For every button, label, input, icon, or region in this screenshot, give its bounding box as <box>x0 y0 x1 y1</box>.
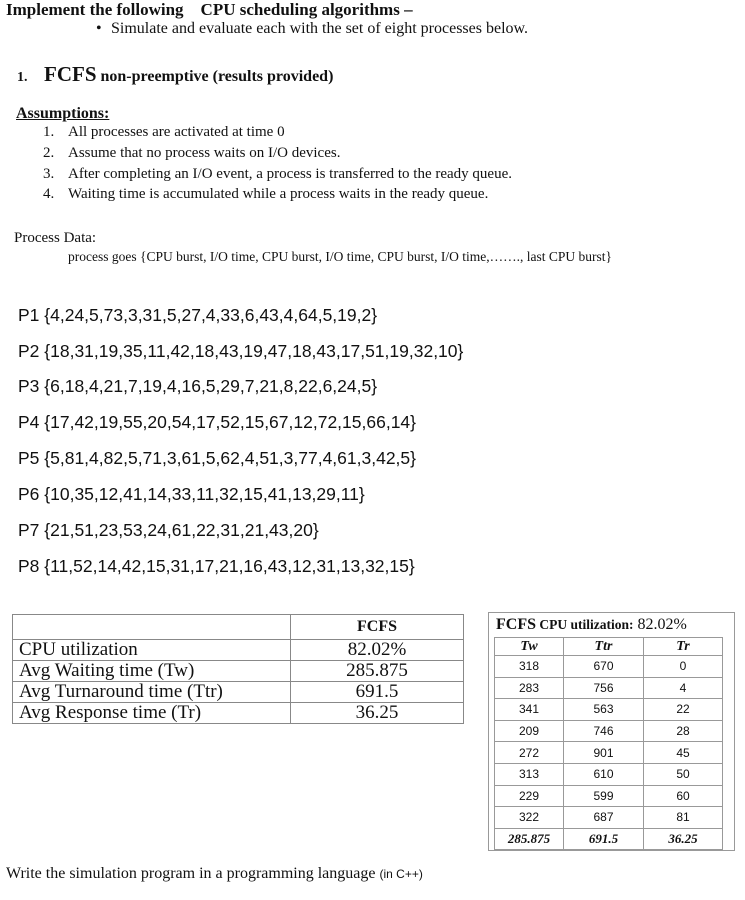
footer-instruction <box>6 865 423 883</box>
detail-header-tr: Tr <box>644 638 723 656</box>
detail-header-ttr: Ttr <box>564 638 644 656</box>
section-title-rest: non-preemptive (results provided) <box>96 68 334 85</box>
detail-cell-tw: 341 <box>495 699 564 721</box>
process-line-p1: P1 {4,24,5,73,3,31,5,27,4,33,6,43,4,64,5,19,2} <box>18 305 378 325</box>
results-row-value: 691.5 <box>291 682 464 703</box>
detail-row <box>495 807 723 829</box>
assumption-item: All processes are activated at time 0 <box>68 124 285 140</box>
detail-row <box>495 742 723 764</box>
results-row <box>13 703 464 724</box>
results-row-label: Avg Response time (Tr) <box>13 703 291 724</box>
assignment-heading: Implement the following CPU scheduling algorithms – <box>6 0 413 19</box>
detail-cell-tw: 209 <box>495 720 564 742</box>
detail-cell-tw: 283 <box>495 677 564 699</box>
detail-cell-ttr: 746 <box>564 720 644 742</box>
detail-cell-ttr: 610 <box>564 763 644 785</box>
detail-cell-ttr: 756 <box>564 677 644 699</box>
section-title-main: FCFS <box>44 62 97 86</box>
detail-cell-ttr: 563 <box>564 699 644 721</box>
process-line-p7: P7 {21,51,23,53,24,61,22,31,21,43,20} <box>18 520 319 540</box>
assumption-number: 4. <box>43 186 55 202</box>
detail-row <box>495 656 723 678</box>
section-number: 1. <box>17 70 28 85</box>
detail-header-row <box>495 638 723 656</box>
detail-cell-tr: 0 <box>644 656 723 678</box>
detail-title-label: CPU utilization: <box>536 617 634 632</box>
process-line-p4: P4 {17,42,19,55,20,54,17,52,15,67,12,72,15,66,14} <box>18 412 417 432</box>
assumption-number: 1. <box>43 124 55 140</box>
detail-cell-tw: 272 <box>495 742 564 764</box>
assumption-number: 2. <box>43 145 55 161</box>
process-line-p5: P5 {5,81,4,82,5,71,3,61,5,62,4,51,3,77,4,61,3,42,5} <box>18 448 416 468</box>
detail-cell-ttr: 901 <box>564 742 644 764</box>
assumption-number: 3. <box>43 166 55 182</box>
detail-cell-tr: 81 <box>644 807 723 829</box>
assumptions-title: Assumptions: <box>16 105 110 122</box>
detail-row <box>495 677 723 699</box>
results-row-label: Avg Turnaround time (Ttr) <box>13 682 291 703</box>
instruction-text: Simulate and evaluate each with the set of eight processes below. <box>111 20 529 37</box>
detail-cell-tw: 229 <box>495 785 564 807</box>
detail-title-algorithm: FCFS <box>496 616 536 633</box>
assumption-item: After completing an I/O event, a process is transferred to the ready queue. <box>68 166 512 182</box>
results-table <box>12 614 464 724</box>
detail-cell-tr: 28 <box>644 720 723 742</box>
detail-row <box>495 785 723 807</box>
detail-cell-tr: 50 <box>644 763 723 785</box>
assumption-item: Waiting time is accumulated while a process waits in the ready queue. <box>68 186 489 202</box>
detail-cell-ttr: 599 <box>564 785 644 807</box>
detail-cell-tw: 318 <box>495 656 564 678</box>
detail-average-row <box>495 828 723 850</box>
process-data-label: Process Data: <box>14 230 97 246</box>
detail-row <box>495 720 723 742</box>
results-row-value: 285.875 <box>291 661 464 682</box>
process-line-p8: P8 {11,52,14,42,15,31,17,21,16,43,12,31,13,32,15} <box>18 556 415 576</box>
results-row <box>13 682 464 703</box>
results-row <box>13 640 464 661</box>
results-column-header: FCFS <box>291 615 464 640</box>
assumption-item: Assume that no process waits on I/O devices. <box>68 145 341 161</box>
detail-cell-tr: 22 <box>644 699 723 721</box>
detail-row <box>495 699 723 721</box>
detail-avg-tr: 36.25 <box>644 828 723 850</box>
results-row-value: 82.02% <box>291 640 464 661</box>
process-line-p2: P2 {18,31,19,35,11,42,18,43,19,47,18,43,17,51,19,32,10} <box>18 341 464 361</box>
detail-cell-tr: 60 <box>644 785 723 807</box>
results-header-row <box>13 615 464 640</box>
detail-cell-tr: 45 <box>644 742 723 764</box>
detail-row <box>495 763 723 785</box>
results-row-value: 36.25 <box>291 703 464 724</box>
results-row <box>13 661 464 682</box>
detail-table <box>494 637 723 850</box>
results-header-blank <box>13 615 291 640</box>
detail-avg-ttr: 691.5 <box>564 828 644 850</box>
process-line-p6: P6 {10,35,12,41,14,33,11,32,15,41,13,29,11} <box>18 484 365 504</box>
section-title <box>44 62 333 87</box>
results-row-label: Avg Waiting time (Tw) <box>13 661 291 682</box>
process-line-p3: P3 {6,18,4,21,7,19,4,16,5,29,7,21,8,22,6,24,5} <box>18 376 378 396</box>
detail-avg-tw: 285.875 <box>495 828 564 850</box>
process-data-description: process goes {CPU burst, I/O time, CPU burst, I/O time, CPU burst, I/O time,……., last CPU burst} <box>68 249 612 264</box>
footer-note: (in C++) <box>379 867 423 881</box>
bullet-icon: • <box>96 20 102 37</box>
detail-cell-tr: 4 <box>644 677 723 699</box>
results-row-label: CPU utilization <box>13 640 291 661</box>
detail-title-value: 82.02% <box>633 616 687 633</box>
footer-text: Write the simulation program in a programming language <box>6 865 380 882</box>
detail-cell-ttr: 670 <box>564 656 644 678</box>
detail-table-title <box>496 616 687 634</box>
detail-cell-tw: 313 <box>495 763 564 785</box>
detail-cell-ttr: 687 <box>564 807 644 829</box>
detail-cell-tw: 322 <box>495 807 564 829</box>
detail-header-tw: Tw <box>495 638 564 656</box>
